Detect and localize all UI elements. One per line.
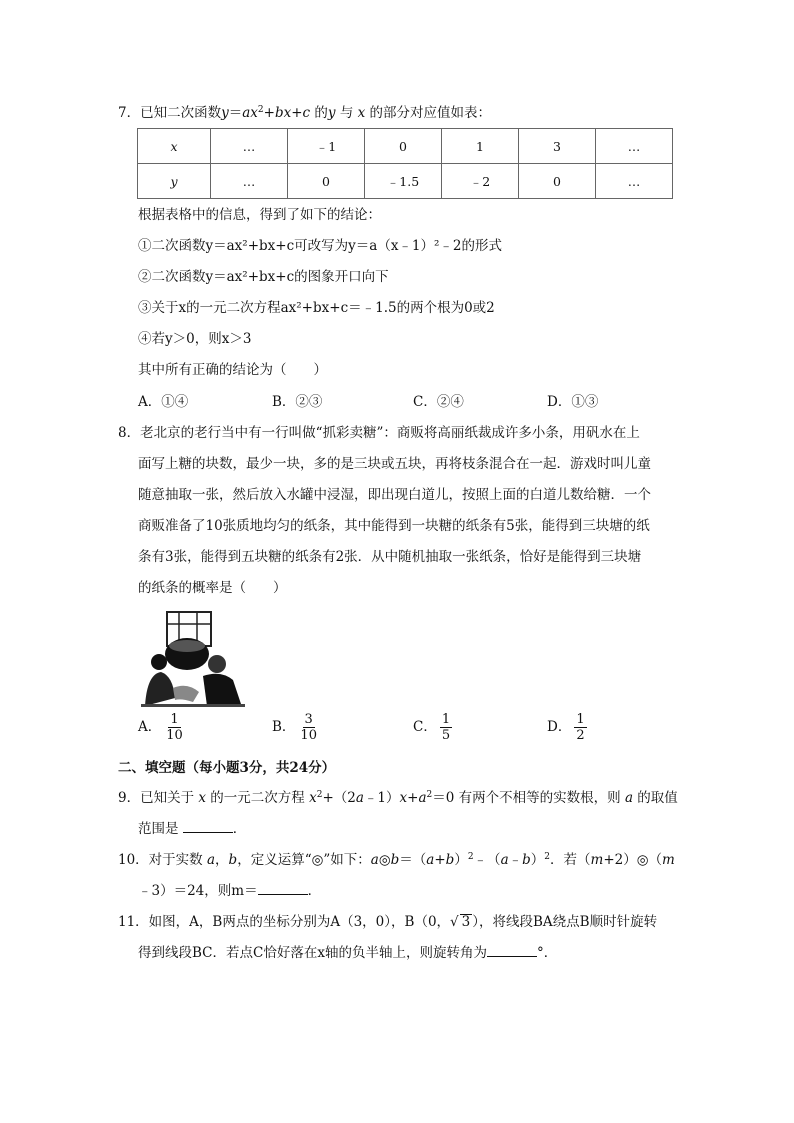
x-cell: 0 bbox=[365, 129, 442, 164]
y-header: y bbox=[138, 164, 211, 199]
x-header: x bbox=[138, 129, 211, 164]
q7-option-d[interactable]: D．①③ bbox=[547, 394, 599, 410]
q7-conclusion-1: ①二次函数y＝ax²+bx+c可改写为y＝a（x﹣1）²﹣2的形式 bbox=[138, 238, 503, 254]
sqrt-icon: √ bbox=[450, 914, 459, 930]
fraction bbox=[440, 712, 452, 743]
q7-option-b[interactable]: B．②③ bbox=[272, 394, 323, 410]
section-heading-fill-in: 二、填空题（每小题3分，共24分） bbox=[118, 760, 336, 776]
y-cell: … bbox=[596, 164, 673, 199]
y-cell: ﹣2 bbox=[442, 164, 519, 199]
q8-line-2: 面写上糖的块数，最少一块，多的是三块或五块，再将枝条混合在一起．游戏时叫儿童 bbox=[138, 456, 651, 472]
q8-line-3: 随意抽取一张，然后放入水罐中浸湿，即出现白道儿，按照上面的白道儿数给糖．一个 bbox=[138, 487, 651, 503]
q11-line-2 bbox=[138, 943, 557, 963]
q7-ask: 其中所有正确的结论为（ ） bbox=[138, 362, 327, 378]
q11-end: °． bbox=[536, 945, 558, 961]
option-label: A． bbox=[138, 719, 162, 735]
numerator: 1 bbox=[441, 712, 451, 727]
q8-option-b[interactable] bbox=[272, 712, 319, 743]
x-cell: … bbox=[211, 129, 288, 164]
q10-line-1: 10．对于实数 a，b，定义运算“◎”如下：$a◎b=(a+b)^2﹣(a﹣b)^2$．若（m+2）◎（m bbox=[118, 852, 675, 868]
q9-end: ． bbox=[232, 821, 247, 837]
q7-conclusion-3: ③关于x的一元二次方程ax²+bx+c＝﹣1.5的两个根为0或2 bbox=[138, 300, 495, 316]
q11-text-b: ），将线段BA绕点B顺时针旋转 bbox=[472, 914, 658, 930]
y-cell: 0 bbox=[519, 164, 596, 199]
denominator: 10 bbox=[300, 728, 317, 743]
x-cell: … bbox=[596, 129, 673, 164]
fraction bbox=[574, 712, 586, 743]
q8-option-d[interactable] bbox=[547, 712, 587, 743]
y-cell: ﹣1.5 bbox=[365, 164, 442, 199]
q11-answer-blank[interactable] bbox=[487, 944, 537, 957]
numerator: 1 bbox=[170, 712, 179, 727]
q8-option-a[interactable] bbox=[138, 712, 185, 743]
q8-line-1: 8．老北京的老行当中有一行叫做“抓彩卖糖”：商贩将高丽纸裁成许多小条，用矾水在上 bbox=[118, 425, 640, 441]
q8-line-4: 商贩准备了10张质地均匀的纸条，其中能得到一块糖的纸条有5张，能得到三块塘的纸 bbox=[138, 518, 650, 534]
table-row bbox=[138, 129, 673, 164]
fraction bbox=[298, 712, 319, 743]
denominator: 2 bbox=[576, 728, 585, 743]
option-label: D． bbox=[547, 719, 572, 735]
q9-answer-blank[interactable] bbox=[183, 820, 233, 833]
y-cell: … bbox=[211, 164, 288, 199]
q9-text: 范围是 bbox=[138, 821, 179, 837]
q10-line-2 bbox=[138, 881, 321, 901]
q7-option-a[interactable]: A．①④ bbox=[138, 394, 189, 410]
q8-line-5: 条有3张，能得到五块糖的纸条有2张．从中随机抽取一张纸条，恰好是能得到三块塘 bbox=[138, 549, 642, 565]
q11-text-c: 得到线段BC．若点C恰好落在x轴的负半轴上，则旋转角为 bbox=[138, 945, 487, 961]
q7-stem: 7．已知二次函数$y=ax^2+bx+c$ 的y 与 x 的部分对应值如表： bbox=[118, 105, 492, 121]
q10-answer-blank[interactable] bbox=[258, 882, 308, 895]
fraction bbox=[164, 712, 185, 743]
q10-end: ． bbox=[307, 883, 322, 899]
q7-option-c[interactable]: C．②④ bbox=[413, 394, 464, 410]
q11-line-1 bbox=[118, 912, 657, 932]
radicand: 3 bbox=[461, 914, 471, 930]
denominator: 10 bbox=[166, 728, 183, 743]
q10-text: ﹣3）＝24，则m＝ bbox=[138, 883, 258, 899]
x-cell: ﹣1 bbox=[288, 129, 365, 164]
q8-option-c[interactable] bbox=[413, 712, 452, 743]
denominator: 5 bbox=[441, 728, 451, 743]
numerator: 1 bbox=[576, 712, 585, 727]
q7-intro: 根据表格中的信息，得到了如下的结论： bbox=[138, 207, 381, 223]
q7-conclusion-4: ④若y＞0，则x＞3 bbox=[138, 331, 252, 347]
option-label: B． bbox=[272, 719, 296, 735]
option-label: C． bbox=[413, 719, 437, 735]
x-cell: 1 bbox=[442, 129, 519, 164]
y-cell: 0 bbox=[288, 164, 365, 199]
q8-line-6: 的纸条的概率是（ ） bbox=[138, 580, 287, 596]
q9-line-1: 9．已知关于 x 的一元二次方程 $x^2+(2a﹣1)x+a^2=0$ 有两个不相等的实数根，则 a 的取值 bbox=[118, 790, 678, 806]
q7-conclusion-2: ②二次函数y＝ax²+bx+c的图象开口向下 bbox=[138, 269, 389, 285]
q7-value-table bbox=[137, 128, 673, 199]
numerator: 3 bbox=[304, 712, 313, 727]
q9-line-2 bbox=[138, 819, 246, 839]
q11-text-a: 11．如图，A，B两点的坐标分别为A（3，0），B（0， bbox=[118, 914, 451, 930]
candy-game-illustration bbox=[137, 606, 249, 710]
table-row bbox=[138, 164, 673, 199]
x-cell: 3 bbox=[519, 129, 596, 164]
